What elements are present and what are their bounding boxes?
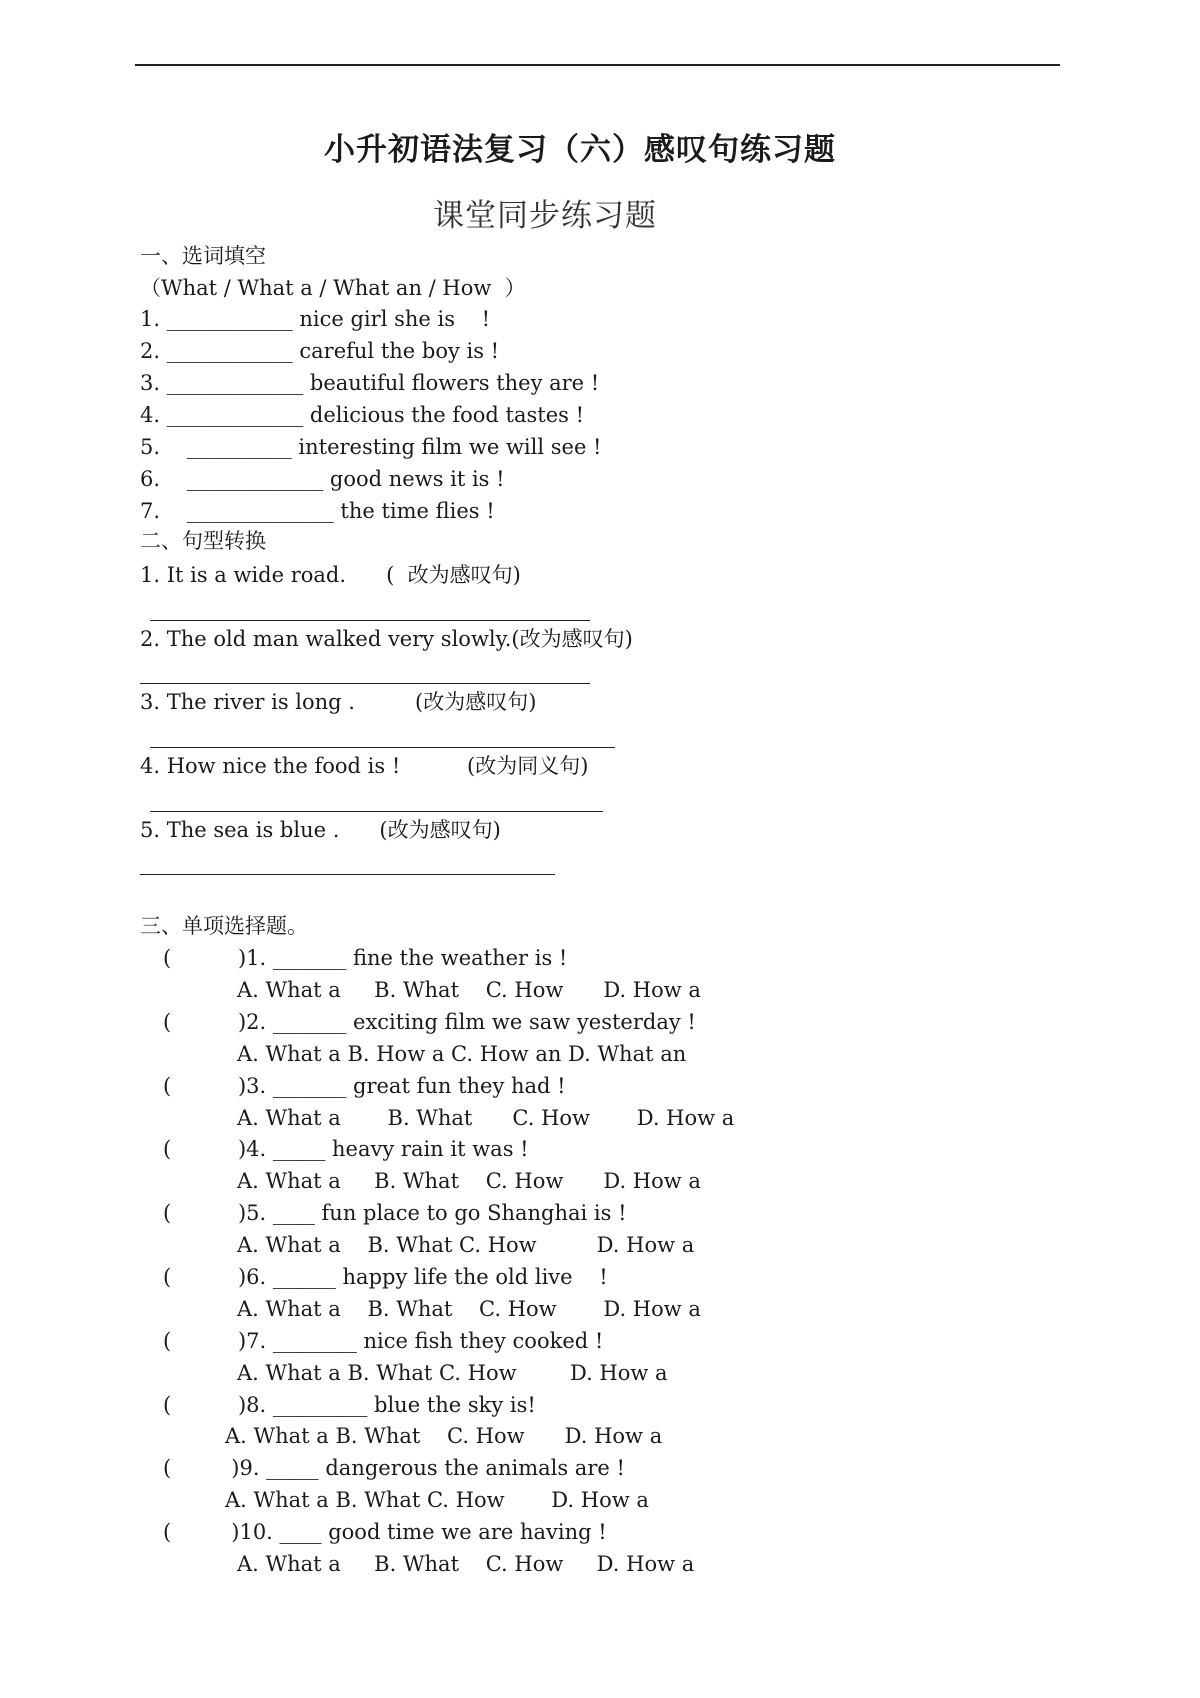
mc-choices-3: A. What a B. What C. How D. How a xyxy=(237,1106,735,1130)
mc-choices-7: A. What a B. What C. How D. How a xyxy=(237,1361,668,1385)
section2-heading: 二、句型转换 xyxy=(140,529,266,553)
mc-question-6: ( )6. ______ happy life the old live ! xyxy=(163,1265,608,1289)
fill-item-5: 5. __________ interesting film we will see ! xyxy=(140,435,602,459)
mc-question-8: ( )8. _________ blue the sky is! xyxy=(163,1393,536,1417)
section1-options: （What / What a / What an / How ） xyxy=(140,276,526,300)
mc-question-5: ( )5. ____ fun place to go Shanghai is ! xyxy=(163,1201,627,1225)
mc-choices-8: A. What a B. What C. How D. How a xyxy=(225,1424,663,1448)
mc-question-9: ( )9. _____ dangerous the animals are ! xyxy=(163,1456,625,1480)
answer-line-3 xyxy=(150,747,615,748)
fill-item-3: 3. _____________ beautiful flowers they are ! xyxy=(140,371,600,395)
fill-item-4: 4. _____________ delicious the food tastes ! xyxy=(140,403,585,427)
section3-heading: 三、单项选择题。 xyxy=(140,914,308,938)
mc-choices-5: A. What a B. What C. How D. How a xyxy=(237,1233,695,1257)
mc-question-4: ( )4. _____ heavy rain it was ! xyxy=(163,1137,529,1161)
transform-item-3: 3. The river is long . (改为感叹句) xyxy=(140,690,537,714)
mc-choices-1: A. What a B. What C. How D. How a xyxy=(237,978,701,1002)
fill-item-1: 1. ____________ nice girl she is ! xyxy=(140,307,491,331)
transform-item-4: 4. How nice the food is ! (改为同义句) xyxy=(140,754,589,778)
fill-item-6: 6. _____________ good news it is ! xyxy=(140,467,505,491)
mc-question-3: ( )3. _______ great fun they had ! xyxy=(163,1074,566,1098)
transform-item-1: 1. It is a wide road. ( 改为感叹句) xyxy=(140,563,521,587)
mc-choices-2: A. What a B. How a C. How an D. What an xyxy=(237,1042,687,1066)
mc-question-7: ( )7. ________ nice fish they cooked ! xyxy=(163,1329,604,1353)
mc-choices-6: A. What a B. What C. How D. How a xyxy=(237,1297,701,1321)
mc-question-10: ( )10. ____ good time we are having ! xyxy=(163,1520,607,1544)
answer-line-5 xyxy=(140,874,555,875)
mc-question-2: ( )2. _______ exciting film we saw yesterday ! xyxy=(163,1010,696,1034)
section1-heading: 一、选词填空 xyxy=(140,244,266,268)
mc-choices-9: A. What a B. What C. How D. How a xyxy=(225,1488,649,1512)
mc-choices-10: A. What a B. What C. How D. How a xyxy=(237,1552,695,1576)
mc-choices-4: A. What a B. What C. How D. How a xyxy=(237,1169,701,1193)
fill-item-2: 2. ____________ careful the boy is ! xyxy=(140,339,500,363)
answer-line-1 xyxy=(150,620,590,621)
answer-line-4 xyxy=(150,811,603,812)
fill-item-7: 7. ______________ the time flies ! xyxy=(140,499,495,523)
transform-item-5: 5. The sea is blue . (改为感叹句) xyxy=(140,818,501,842)
transform-item-2: 2. The old man walked very slowly.(改为感叹句) xyxy=(140,627,633,651)
header-rule xyxy=(135,64,1060,66)
mc-question-1: ( )1. _______ fine the weather is ! xyxy=(163,946,568,970)
page-subtitle: 课堂同步练习题 xyxy=(433,198,657,234)
page-title: 小升初语法复习（六）感叹句练习题 xyxy=(324,132,836,168)
answer-line-2 xyxy=(140,683,590,684)
